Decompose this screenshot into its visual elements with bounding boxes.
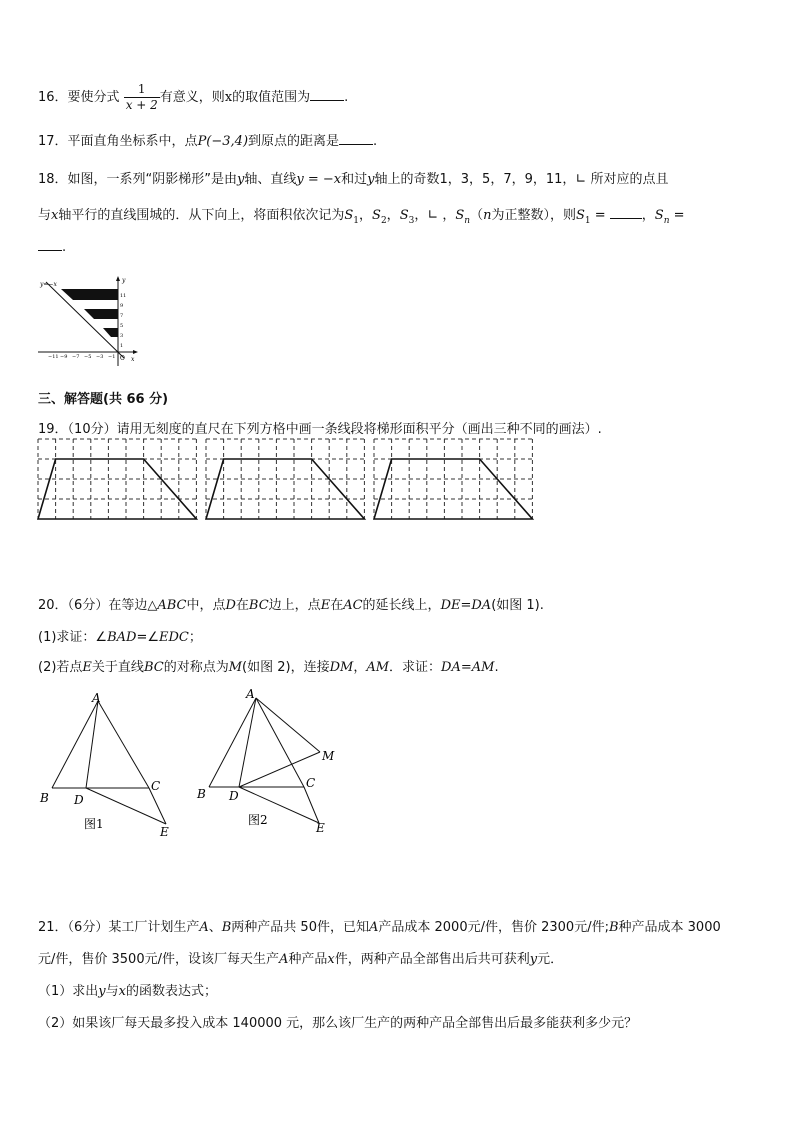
q20-abc: ABC [157, 598, 187, 613]
q18-comma2: ， [641, 208, 655, 223]
q17-number: 17． [38, 134, 68, 149]
label-m: M [322, 749, 335, 763]
y-tick-7: 7 [120, 313, 124, 319]
q20-edc: EDC [159, 630, 189, 645]
q20-text: 的延长线上， [362, 598, 441, 613]
q18-var: y [367, 172, 375, 187]
q20-text: . [494, 660, 499, 675]
q20-text: 在 [330, 598, 344, 613]
q20-text: (1)求证：∠ [38, 630, 108, 645]
q18-eq2: = [669, 208, 685, 223]
question-18-line1 [38, 168, 668, 187]
question-20-line1 [38, 594, 544, 613]
label-b: B [40, 791, 49, 805]
q17-answer-blank[interactable] [339, 144, 373, 145]
question-21-part1 [38, 980, 217, 999]
q20-dm: DM [329, 660, 354, 675]
q21-b: B [221, 920, 232, 935]
q16-fraction [124, 82, 160, 113]
segment-am [256, 698, 320, 752]
q20-text: (如图 1). [491, 598, 544, 613]
y-tick-5: 5 [120, 323, 124, 329]
q18-text: 轴上的奇数1，3，5，7，9，11，∟ 所对应的点且 [374, 172, 669, 187]
x-tick-neg3: −3 [96, 354, 104, 360]
x-tick-labels [48, 354, 115, 360]
q21-text: 与 [105, 984, 119, 999]
q16-end: . [344, 90, 349, 105]
trapezoid [206, 459, 364, 519]
q18-figure [36, 276, 140, 368]
q20-text: 在 [235, 598, 249, 613]
y-tick-1: 1 [120, 343, 124, 349]
q18-comma: ， [359, 208, 373, 223]
q18-var: x [51, 208, 59, 223]
q20-bad: BAD [107, 630, 137, 645]
label-c: C [306, 776, 316, 790]
question-21-part2: （2）如果该厂每天最多投入成本 140000 元，那么该厂生产的两种产品全部售出后最多能获利多少元？ [38, 1016, 638, 1031]
x-tick-neg9: −9 [60, 354, 68, 360]
q20-d: D [225, 598, 236, 613]
label-b: B [197, 787, 206, 801]
segment-ce [149, 788, 166, 824]
y-axis-arrow [116, 276, 120, 281]
q18-sn-sub: n [464, 216, 471, 226]
q21-text: 的函数表达式； [126, 984, 218, 999]
q18-s1: S [344, 208, 354, 223]
q16-suffix1: 有意义，则 [159, 90, 225, 105]
label-d: D [229, 789, 239, 803]
q21-text: 两种产品共 50件，已知 [231, 920, 369, 935]
q20-text: 关于直线 [91, 660, 144, 675]
q16-frac-den: x + 2 [125, 98, 158, 112]
q21-y2: y [98, 984, 106, 999]
q18-s3-sub: 3 [408, 216, 415, 226]
x-tick-neg1: −1 [108, 354, 116, 360]
question-19: 19．（10分）请用无刻度的直尺在下列方格中画一条线段将梯形面积平分（画出三种不同的画法）. [38, 422, 602, 437]
q20-text: =∠ [136, 630, 159, 645]
q18-dots: ，∟ ， [414, 208, 456, 223]
q18-number: 18． [38, 172, 68, 187]
q20-m: M [228, 660, 243, 675]
q20-text: ．求证： [389, 660, 442, 675]
q21-x: x [327, 952, 335, 967]
segment-ad [86, 701, 98, 788]
trapezoid [38, 459, 196, 519]
question-21-line1 [38, 916, 721, 935]
q17-prefix: 平面直角坐标系中，点 [67, 134, 198, 149]
q16-suffix2: 的取值范围为 [232, 90, 311, 105]
y-tick-labels [120, 293, 126, 349]
q18-line-equation: y = −x [296, 172, 342, 187]
q21-sep: 、 [208, 920, 222, 935]
x-axis-label: x [131, 356, 135, 363]
q20-text: (如图 2)，连接 [242, 660, 330, 675]
segment-ab [52, 701, 98, 788]
q21-a: A [199, 920, 209, 935]
q18-comma: ， [386, 208, 400, 223]
question-18-line2 [38, 204, 685, 226]
question-16 [38, 80, 348, 116]
q20-text: (2)若点 [38, 660, 83, 675]
q19-grids [36, 438, 536, 522]
q18-answer-blank-2[interactable] [38, 250, 62, 251]
q18-end: . [62, 240, 67, 255]
q21-text: 元． [537, 952, 564, 967]
q17-end: . [373, 134, 378, 149]
x-tick-neg7: −7 [72, 354, 80, 360]
q20-da-am: DA=AM [441, 660, 495, 675]
q18-n-var: n [483, 208, 492, 223]
q18-text: 和过 [341, 172, 368, 187]
shaded-trapezoid [103, 328, 118, 337]
q18-s2-sub: 2 [380, 216, 387, 226]
q18-text: 轴平行的直线围城的．从下向上，将面积依次记为 [58, 208, 345, 223]
q18-paren: （ [470, 208, 484, 223]
q21-text: （1）求出 [38, 984, 99, 999]
label-a: A [92, 691, 101, 705]
segment-ac [256, 698, 304, 787]
trapezoid [374, 459, 532, 519]
q21-a2: A [368, 920, 379, 935]
q18-s1b-sub: 1 [584, 216, 591, 226]
question-20-part1 [38, 626, 202, 645]
q18-text: 与 [38, 208, 52, 223]
q17-point: P(−3,4) [197, 134, 249, 149]
shaded-trapezoid [61, 289, 118, 300]
figure-2-caption: 图2 [248, 813, 268, 827]
q20-de-da: DE=DA [440, 598, 492, 613]
q21-a3: A [278, 952, 289, 967]
q21-text: 元/件，售价 3500元/件，设该厂每天生产 [38, 952, 279, 967]
q20-text: 20．（6分）在等边△ [38, 598, 158, 613]
q18-text: 轴、直线 [244, 172, 297, 187]
q20-text: ， [353, 660, 367, 675]
q18-s3: S [399, 208, 409, 223]
section-3-title: 三、解答题(共 66 分) [38, 392, 169, 407]
q20-text: 边上，点 [268, 598, 321, 613]
segment-ab [209, 698, 256, 787]
q18-s1b: S [575, 208, 585, 223]
origin-label: O [120, 355, 125, 362]
y-tick-9: 9 [120, 303, 124, 309]
q16-var: x [224, 90, 233, 105]
q20-text: 的对称点为 [163, 660, 229, 675]
figure-1-caption: 图1 [84, 817, 104, 831]
shaded-trapezoid [84, 309, 118, 319]
q18-sn: S [455, 208, 465, 223]
q19-grid-2[interactable] [206, 439, 364, 519]
q18-text: 如图，一系列“阴影梯形”是由 [67, 172, 238, 187]
q20-bc: BC [248, 598, 269, 613]
question-17 [38, 130, 377, 149]
q18-eq: = [590, 208, 610, 223]
x-tick-neg5: −5 [84, 354, 92, 360]
question-18-line3 [38, 240, 66, 255]
x-tick-neg11: −11 [48, 354, 59, 360]
q18-snb-sub: n [663, 216, 670, 226]
q21-y: y [529, 952, 538, 967]
q20-figure-2 [192, 684, 342, 838]
line-label: y=−x [40, 281, 57, 288]
q21-b2: B [608, 920, 619, 935]
q21-text: 种产品 [288, 952, 328, 967]
label-c: C [151, 779, 161, 793]
question-21-line2 [38, 948, 563, 967]
q18-s2: S [372, 208, 381, 223]
q16-number: 16． [38, 90, 68, 105]
q20-e: E [320, 598, 331, 613]
q16-prefix: 要使分式 [67, 90, 120, 105]
q20-e2: E [82, 660, 92, 675]
q19-grid-3[interactable] [374, 439, 532, 519]
q21-text: 种产品成本 3000 [618, 920, 721, 935]
q21-text: 件，两种产品全部售出后共可获利 [334, 952, 530, 967]
q16-frac-num: 1 [124, 82, 160, 98]
segment-ac [98, 701, 149, 788]
q20-am: AM [366, 660, 390, 675]
q16-answer-blank[interactable] [310, 100, 344, 101]
q20-figure-1 [36, 688, 186, 838]
y-tick-11: 11 [120, 293, 127, 299]
label-a: A [246, 687, 255, 701]
q18-s1-sub: 1 [353, 216, 360, 226]
q19-grid-1[interactable] [38, 439, 196, 519]
label-e: E [316, 821, 325, 835]
label-e: E [160, 825, 169, 838]
segment-ad [239, 698, 256, 787]
q18-text: 为正整数），则 [491, 208, 576, 223]
q18-var: y [237, 172, 245, 187]
q18-snb: S [654, 208, 664, 223]
q21-text: 21．（6分）某工厂计划生产 [38, 920, 200, 935]
q21-x2: x [118, 984, 126, 999]
q20-text: 中，点 [186, 598, 226, 613]
q19-grid-group [38, 439, 532, 519]
x-axis-arrow [133, 350, 138, 354]
q17-suffix: 到原点的距离是 [248, 134, 340, 149]
y-axis-label: y [122, 277, 126, 284]
label-d: D [74, 793, 84, 807]
q20-ac: AC [343, 598, 363, 613]
q20-text: ； [188, 630, 202, 645]
q21-text: 产品成本 2000元/件，售价 2300元/件; [378, 920, 609, 935]
q18-answer-blank-1[interactable] [610, 218, 642, 219]
q20-bc2: BC [143, 660, 164, 675]
question-20-part2 [38, 656, 499, 675]
y-tick-3: 3 [120, 333, 124, 339]
